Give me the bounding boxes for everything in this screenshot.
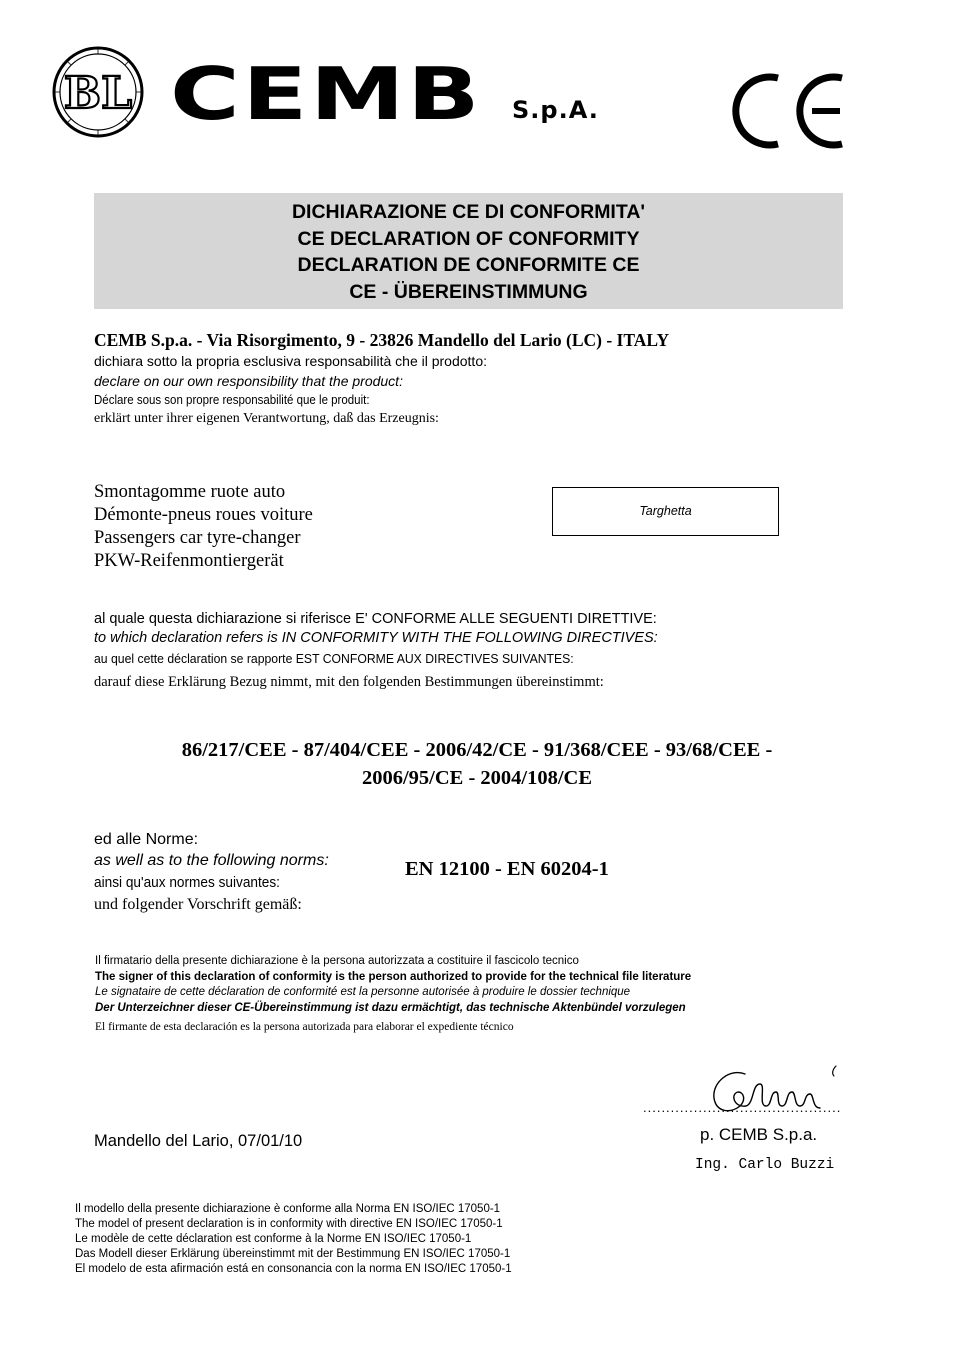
signer-french: Le signataire de cette déclaration de conformité est la personne autorisée à produire le dossier technique <box>95 986 631 998</box>
brand-logo-text: CEMB <box>170 52 483 136</box>
footer-german: Das Modell dieser Erklärung übereinstimmt mit der Bestimmung EN ISO/IEC 17050-1 <box>75 1248 511 1260</box>
company-seal-logo <box>52 46 144 138</box>
conformity-german: darauf diese Erklärung Bezug nimmt, mit den folgenden Bestimmungen übereinstimmt: <box>94 674 604 690</box>
conformity-english: to which declaration refers is IN CONFORMITY WITH THE FOLLOWING DIRECTIVES: <box>94 630 658 646</box>
signer-english: The signer of this declaration of conformity is the person authorized to provide for the technical file literature <box>95 971 692 983</box>
footer-french: Le modèle de cette déclaration est conforme à la Norme EN ISO/IEC 17050-1 <box>75 1233 472 1245</box>
product-name-italian: Smontagomme ruote auto <box>94 482 286 502</box>
title-italian: DICHIARAZIONE CE DI CONFORMITA' <box>291 201 646 223</box>
conformity-italian: al quale questa dichiarazione si riferisce E' CONFORME ALLE SEGUENTI DIRETTIVE: <box>94 611 657 627</box>
product-name-french: Démonte-pneus roues voiture <box>94 505 313 525</box>
title-french: DECLARATION DE CONFORMITE CE <box>297 254 640 276</box>
signatory-name: Ing. Carlo Buzzi <box>695 1157 835 1173</box>
declares-german: erklärt unter ihrer eigenen Verantwortung, daß das Erzeugnis: <box>94 411 439 426</box>
declares-french: Déclare sous son propre responsabilité que le produit: <box>94 393 370 407</box>
declares-english: declare on our own responsibility that the product: <box>94 373 403 389</box>
directives-line-2: 2006/95/CE - 2004/108/CE <box>361 767 593 789</box>
directives-list <box>0 736 954 792</box>
signer-spanish: El firmante de esta declaración es la persona autorizada para elaborar el expediente técnico <box>95 1021 514 1033</box>
signature-company: p. CEMB S.p.a. <box>700 1125 818 1144</box>
declares-italian: dichiara sotto la propria esclusiva responsabilità che il prodotto: <box>94 353 487 369</box>
brand-suffix: S.p.A. <box>512 96 599 124</box>
seal-initials: BL <box>63 68 133 119</box>
product-name-german: PKW-Reifenmontiergerät <box>94 551 284 571</box>
footer-english: The model of present declaration is in conformity with directive EN ISO/IEC 17050-1 <box>75 1218 503 1230</box>
title-german: CE - ÜBEREINSTIMMUNG <box>349 280 588 303</box>
footer-spanish: El modelo de esta afirmación está en consonancia con la norma EN ISO/IEC 17050-1 <box>75 1263 512 1275</box>
conformity-french: au quel cette déclaration se rapporte EST CONFORME AUX DIRECTIVES SUIVANTES: <box>94 651 574 666</box>
norms-intro-italian: ed alle Norme: <box>94 831 199 848</box>
nameplate-label: Targhetta <box>639 504 692 518</box>
ce-mark-icon <box>728 70 848 152</box>
nameplate-box <box>552 487 779 536</box>
title-english: CE DECLARATION OF CONFORMITY <box>297 227 640 250</box>
declaration-title-box <box>94 193 843 309</box>
signature-dotted-line: ........................................... <box>643 1100 842 1115</box>
norms-intro-english: as well as to the following norms: <box>94 852 329 869</box>
norms-intro-french: ainsi qu'aux normes suivantes: <box>94 875 280 891</box>
footer-italian: Il modello della presente dichiarazione è conforme alla Norma EN ISO/IEC 17050-1 <box>75 1203 501 1215</box>
signer-italian: Il firmatario della presente dichiarazione è la persona autorizzata a costituire il fascicolo tecnico <box>95 955 579 967</box>
signer-german: Der Unterzeichner dieser CE-Übereinstimmung ist dazu ermächtigt, das technische Aktenbündel vorzulegen <box>95 1002 686 1014</box>
place-and-date: Mandello del Lario, 07/01/10 <box>94 1132 303 1150</box>
norms-list: EN 12100 - EN 60204-1 <box>405 858 609 880</box>
directives-line-1: 86/217/CEE - 87/404/CEE - 2006/42/CE - 91/368/CEE - 93/68/CEE - <box>181 739 773 761</box>
company-address: CEMB S.p.a. - Via Risorgimento, 9 - 23826 Mandello del Lario (LC) - ITALY <box>94 330 670 350</box>
norms-intro-german: und folgender Vorschrift gemäß: <box>94 896 302 913</box>
product-name-english: Passengers car tyre-changer <box>94 528 301 548</box>
